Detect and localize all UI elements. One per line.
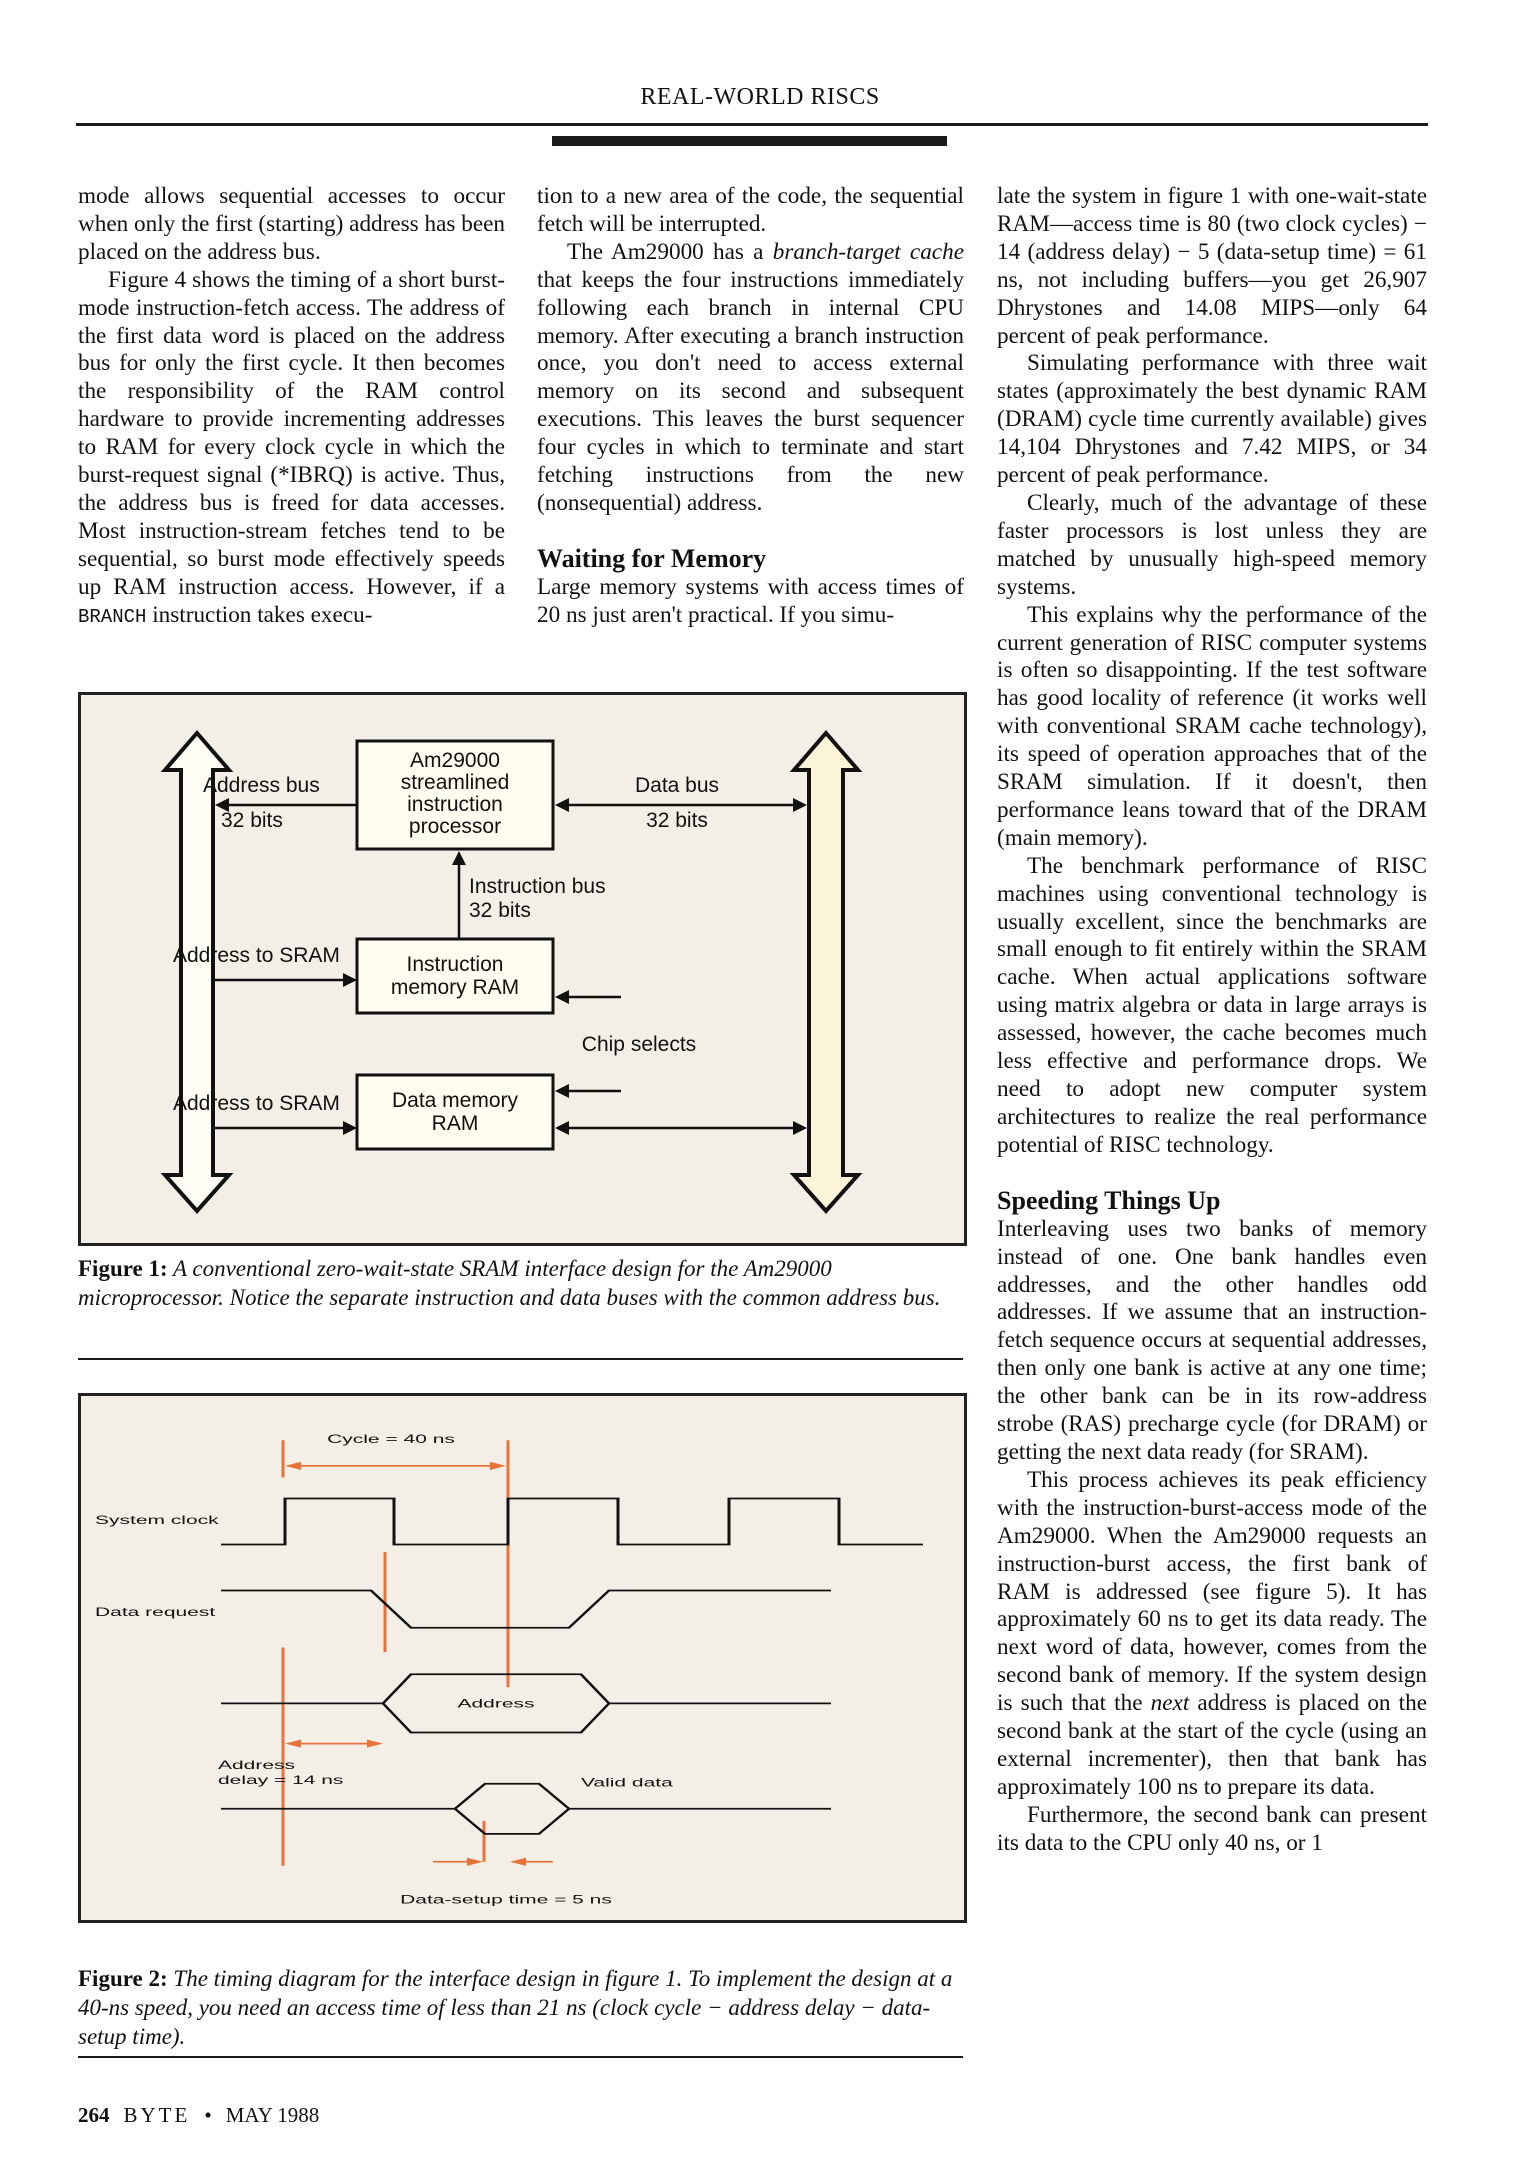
paragraph: The benchmark performance of RISC machines using conventional technology is usually excellent, since the benchmarks are small enough to fit entirely within the SRAM cache. When actual applications software using matrix algebra or data in large arrays is assessed, however, the cache becomes much less effective and performance drops. We need to adopt new computer system architectures to realize the real performance potential of RISC technology. [997, 852, 1427, 1158]
processor-label-line: Am29000 [410, 749, 500, 772]
arrowhead-icon [452, 851, 466, 865]
arrowhead-icon [343, 973, 357, 987]
figure-1-svg [81, 695, 964, 1243]
instruction-memory-label-line: memory RAM [390, 976, 520, 999]
running-title: REAL-WORLD RISCS [640, 84, 880, 110]
paragraph: Clearly, much of the advantage of these faster processors is lost unless they are matched by unusually high-speed memory systems. [997, 489, 1427, 600]
arrowhead-icon [555, 990, 569, 1004]
address-label: Address [457, 1696, 535, 1711]
data-memory-label-line: RAM [431, 1112, 479, 1135]
system-clock-label: System clock [95, 1512, 219, 1527]
data-memory-label-line: Data memory [391, 1089, 519, 1112]
valid-data-label: Valid data [581, 1775, 673, 1790]
paragraph: mode allows sequential accesses to occur when only the first (starting) address has been placed on the address bus. [78, 183, 505, 265]
text-run: Figure 4 shows the timing of a short burst-mode instruction-fetch access. The address of the first data word is placed on the address bus for only the first cycle. It then becomes the responsibility of the RAM control hardware to provide incrementing addresses to RAM for every clock cycle in which the burst-request signal (*IBRQ) is active. Thus, the address bus is freed for data accesses. Most instruction-stream fetches tend to be sequential, so burst mode effectively speeds up RAM instruction access. However, if a [78, 266, 505, 600]
page-number: 264 [78, 2103, 110, 2127]
data-bus-label: Data bus [634, 774, 720, 797]
figure-2-timing-diagram [78, 1393, 967, 1923]
paragraph: Large memory systems with access times of 20 ns just aren't practical. If you simu- [537, 573, 964, 628]
arrowhead-icon [490, 1462, 506, 1470]
processor-label-line: processor [408, 815, 502, 838]
address-bus-width: 32 bits [221, 809, 283, 832]
arrowhead-icon [467, 1858, 483, 1866]
system-clock-waveform [221, 1498, 923, 1544]
paragraph: tion to a new area of the code, the sequential fetch will be interrupted. [537, 183, 964, 237]
arrowhead-icon [793, 798, 807, 812]
header-rule [76, 123, 1428, 126]
caption-label: Figure 1: [78, 1256, 168, 1281]
figure-1-caption [78, 1254, 958, 1312]
arrowhead-icon [367, 1740, 383, 1748]
figure-2-rule [78, 2056, 963, 2058]
arrowhead-icon [343, 1121, 357, 1135]
arrowhead-icon [793, 1121, 807, 1135]
processor-label-line: streamlined [400, 771, 510, 794]
caption-text: The timing diagram for the interface design in figure 1. To implement the design at a 40-ns speed, you need an access time of less than 21 ns (clock cycle − address delay − data-setup time). [78, 1966, 953, 2049]
data-bus-width: 32 bits [646, 809, 708, 832]
paragraph: This explains why the performance of the current generation of RISC computer systems is often so disappointing. If the test software has good locality of reference (it works well with conventional SRAM cache technology), its speed of operation approaches that of the SRAM simulation. If it doesn't, then performance leans toward that of the DRAM (main memory). [997, 601, 1427, 851]
text-run: This process achieves its peak efficiency with the instruction-burst-access mode of the Am29000. When the Am29000 requests an instruction-burst access, the first bank of RAM is addressed (see figure 5). It has approximately 60 ns to get its data ready. The next word of data, however, comes from the second bank of memory. If the system design is such that the [997, 1466, 1427, 1717]
header-bar [552, 136, 947, 146]
arrowhead-icon [510, 1858, 526, 1866]
valid-data-window [455, 1784, 569, 1834]
text-run: The Am29000 has a [567, 238, 773, 265]
instruction-bus-width: 32 bits [469, 899, 531, 922]
section-heading: Waiting for Memory [537, 543, 767, 573]
magazine-name: BYTE [123, 2103, 191, 2127]
chip-selects-label: Chip selects [581, 1033, 697, 1056]
data-request-label: Data request [95, 1604, 216, 1619]
arrowhead-icon [555, 798, 569, 812]
page-footer [78, 2103, 333, 2128]
section-heading: Speeding Things Up [997, 1185, 1221, 1215]
issue-date: MAY 1988 [225, 2103, 320, 2127]
paragraph: Interleaving uses two banks of memory instead of one. One bank handles even addresses, and the other handles odd addresses. If we assume that an instruction-fetch sequence occurs at sequential addresses, then only one bank is active at any one time; the other bank can be in its row-address strobe (RAS) precharge cycle (for DRAM) or getting the next data ready (for SRAM). [997, 1215, 1427, 1465]
column-3 [997, 183, 1427, 1858]
figure-1-block-diagram [78, 692, 967, 1246]
arrowhead-icon [555, 1084, 569, 1098]
arrowhead-icon [285, 1740, 301, 1748]
text-run: address is placed on the second bank at the start of the cycle (using an external incrementer), then that bank has approximately 100 ns to prepare its data. [997, 1690, 1427, 1800]
emphasis: next [1150, 1690, 1190, 1717]
paragraph: late the system in figure 1 with one-wait-state RAM—access time is 80 (two clock cycles) − 14 (address delay) − 5 (data-setup time) = 61 ns, not including buffers—you get 26,907 Dhrystones and 14.08 MIPS—only 64 percent of peak performance. [997, 183, 1427, 349]
address-bus-label: Address bus [203, 774, 320, 797]
instruction-memory-label-line: Instruction [406, 953, 504, 976]
caption-label: Figure 2: [78, 1966, 168, 1991]
data-setup-label: Data-setup time = 5 ns [400, 1892, 612, 1907]
column-1 [78, 183, 505, 632]
paragraph: Simulating performance with three wait states (approximately the best dynamic RAM (DRAM) cycle time currently available) gives 14,104 Dhrystones and 7.42 MIPS, or 34 percent of peak performance. [997, 350, 1427, 489]
figure-2-svg [81, 1396, 964, 1920]
paragraph [537, 239, 964, 518]
figure-2-caption [78, 1964, 958, 2051]
figure-1-rule [78, 1358, 963, 1360]
address-delay-label-line: Address [218, 1757, 295, 1773]
arrowhead-icon [285, 1462, 301, 1470]
paragraph [997, 1467, 1427, 1802]
emphasis: branch-target cache [772, 238, 964, 265]
address-delay-label-line: delay = 14 ns [218, 1772, 344, 1787]
instruction-bus-label: Instruction bus [469, 875, 606, 898]
caption-text: A conventional zero-wait-state SRAM interface design for the Am29000 microprocessor. Notice the separate instruction and data buses with the common address bus. [78, 1256, 941, 1310]
data-request-waveform [221, 1590, 831, 1627]
column-2 [537, 183, 964, 630]
text-run: that keeps the four instructions immediately following each branch in internal CPU memory. After executing a branch instruction once, you don't need to access external memory on its second and subsequent executions. This leaves the burst sequencer four cycles in which to terminate and start fetching instructions from the new (nonsequential) address. [537, 266, 964, 516]
paragraph [78, 267, 505, 632]
address-to-sram-label: Address to SRAM [173, 1092, 340, 1115]
footer-separator: • [204, 2103, 212, 2127]
arrowhead-icon [555, 1121, 569, 1135]
text-run: instruction takes execu- [146, 601, 373, 628]
cycle-label: Cycle = 40 ns [327, 1431, 455, 1447]
code-term: BRANCH [78, 605, 147, 628]
processor-label-line: instruction [407, 793, 503, 816]
address-to-sram-label: Address to SRAM [173, 944, 340, 967]
paragraph: Furthermore, the second bank can present its data to the CPU only 40 ns, or 1 [997, 1801, 1427, 1856]
